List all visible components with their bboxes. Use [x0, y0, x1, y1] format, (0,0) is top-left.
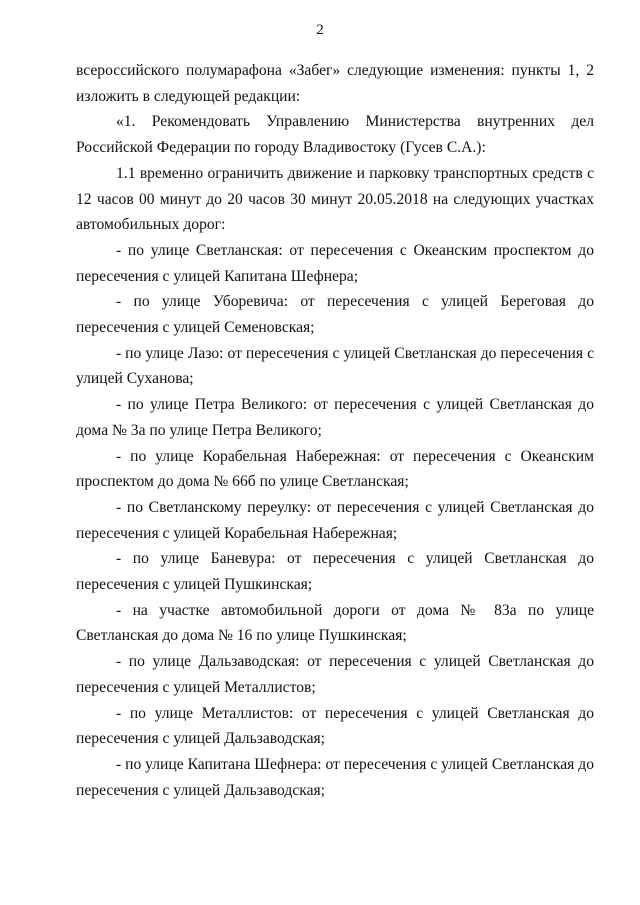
- road-section-item: - по улице Капитана Шефнера: от пересечения с улицей Светланская до пересечения с улицей Дальзаводская;: [76, 755, 594, 799]
- document-body: [76, 58, 594, 803]
- road-section-item: - по улице Уборевича: от пересечения с улицей Береговая до пересечения с улицей Семеновская;: [76, 293, 594, 337]
- clause-1-1-paragraph: 1.1 временно ограничить движение и парковку транспортных средств с 12 часов 00 минут до 20 часов 30 минут 20.05.2018 на следующих участках автомобильных дорог:: [76, 164, 594, 234]
- road-section-item: - по улице Корабельная Набережная: от пересечения с Океанским проспектом до дома № 66б по улице Светланская;: [76, 447, 594, 491]
- road-section-item: - по улице Металлистов: от пересечения с улицей Светланская до пересечения с улицей Дальзаводская;: [76, 704, 594, 748]
- page-number: 2: [316, 22, 324, 38]
- road-section-item: - по улице Светланская: от пересечения с Океанским проспектом до пересечения с улицей Капитана Шефнера;: [76, 241, 594, 285]
- road-section-item: - по улице Лазо: от пересечения с улицей Светланская до пересечения с улицей Суханова;: [76, 344, 594, 388]
- road-section-item: - на участке автомобильной дороги от дома № 83а по улице Светланская до дома № 16 по улице Пушкинская;: [76, 601, 594, 645]
- road-section-item: - по улице Дальзаводская: от пересечения с улицей Светланская до пересечения с улицей Металлистов;: [76, 653, 594, 696]
- intro-paragraph: всероссийского полумарафона «Забег» следующие изменения: пункты 1, 2 изложить в следующей редакции:: [76, 62, 594, 105]
- road-section-item: - по улице Петра Великого: от пересечения с улицей Светланская до дома № 3а по улице Петра Великого;: [76, 396, 594, 439]
- road-section-item: - по Светланскому переулку: от пересечения с улицей Светланская до пересечения с улицей Корабельная Набережная;: [76, 498, 594, 542]
- road-section-item: - по улице Баневура: от пересечения с улицей Светланская до пересечения с улицей Пушкинская;: [76, 550, 594, 594]
- clause-1-paragraph: «1. Рекомендовать Управлению Министерства внутренних дел Российской Федерации по городу Владивостоку (Гусев С.А.):: [76, 113, 594, 157]
